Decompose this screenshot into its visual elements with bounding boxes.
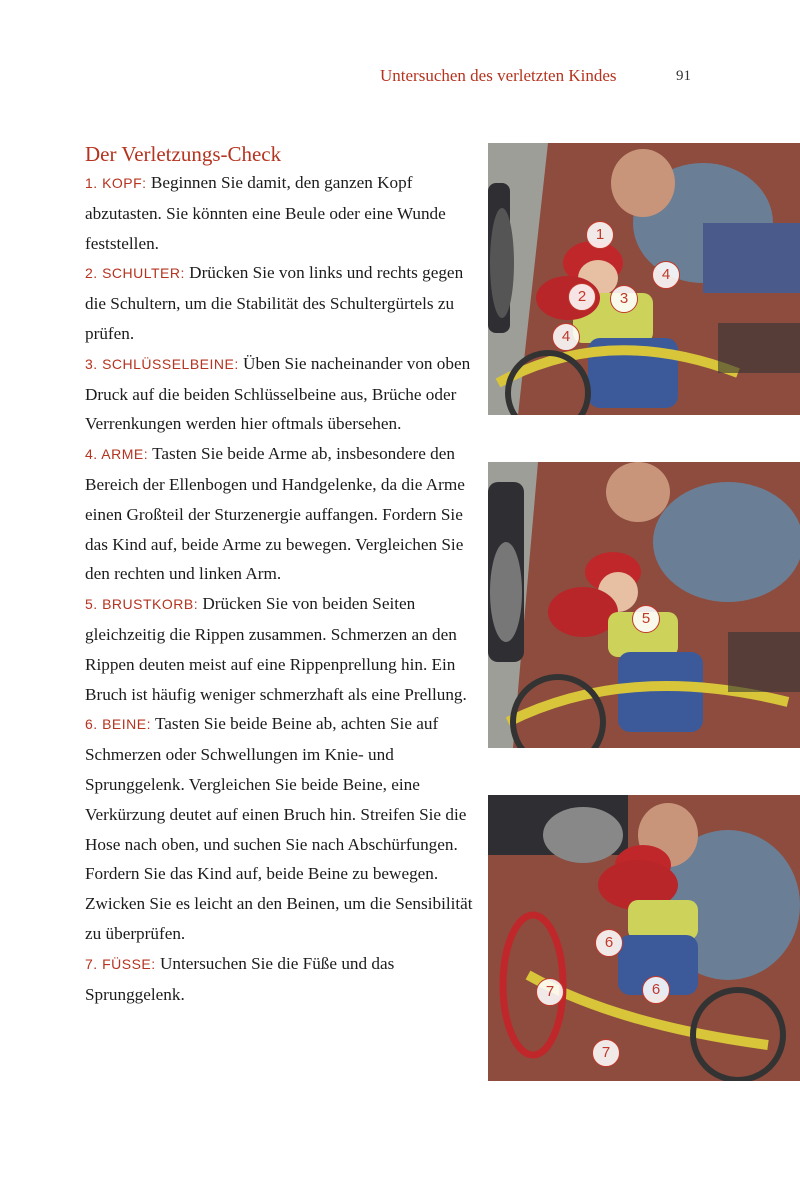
item-arms bbox=[85, 439, 477, 589]
item-keyword: 5. BRUSTKORB: bbox=[85, 596, 199, 613]
marker-2: 2 bbox=[568, 283, 596, 311]
item-text: Drücken Sie von beiden Seiten gleichzeitig die Rippen zusammen. Schmerzen an den Rippen deuten meist auf eine Rippenprellung hin. Ein Bruch ist häufig weniger schmerzhaft als eine Prellung. bbox=[85, 594, 467, 704]
marker-7-upper: 7 bbox=[536, 978, 564, 1006]
item-feet bbox=[85, 949, 477, 1010]
item-chest bbox=[85, 589, 477, 709]
running-header bbox=[380, 66, 700, 86]
body-text bbox=[85, 168, 477, 1009]
item-head bbox=[85, 168, 477, 258]
item-keyword: 2. SCHULTER: bbox=[85, 265, 185, 282]
photo-legs-check bbox=[488, 795, 800, 1081]
item-collarbones bbox=[85, 349, 477, 439]
photo-chest-check bbox=[488, 462, 800, 748]
section-title: Der Verletzungs-Check bbox=[85, 142, 282, 166]
item-keyword: 3. SCHLÜSSELBEINE: bbox=[85, 355, 239, 372]
item-text: Üben Sie nacheinander von oben Druck auf die beiden Schlüsselbeine aus, Brüche oder Verrenkungen werden hier oftmals übersehen. bbox=[85, 353, 471, 434]
photo-illustration bbox=[488, 795, 800, 1081]
marker-6-upper: 6 bbox=[595, 929, 623, 957]
item-text: Untersuchen Sie die Füße und das Sprunggelenk. bbox=[85, 953, 395, 1004]
item-shoulder bbox=[85, 258, 477, 348]
item-keyword: 7. FÜSSE: bbox=[85, 955, 156, 972]
item-keyword: 6. BEINE: bbox=[85, 716, 151, 733]
item-keyword: 4. ARME: bbox=[85, 446, 149, 463]
page-number: 91 bbox=[676, 68, 691, 84]
photo-illustration bbox=[488, 143, 800, 415]
marker-6-lower: 6 bbox=[642, 976, 670, 1004]
photo-head-check bbox=[488, 143, 800, 415]
item-keyword: 1. KOPF: bbox=[85, 175, 147, 191]
marker-4-right: 4 bbox=[652, 261, 680, 289]
marker-3: 3 bbox=[610, 285, 638, 313]
item-text: Tasten Sie beide Beine ab, achten Sie auf Schmerzen oder Schwellungen im Knie- und Sprunggelenk. Vergleichen Sie beide Beine, eine Verkürzung deutet auf einen Bruch hin. Streifen Sie die Hose nach oben, und suchen Sie nach Abschürfungen. Fordern Sie das Kind auf, beide Beine zu bewegen. Zwicken Sie es leicht an den Beinen, um die Sensibilität zu überprüfen. bbox=[85, 714, 473, 943]
marker-7-lower: 7 bbox=[592, 1039, 620, 1067]
item-text: Drücken Sie von links und rechts gegen die Schultern, um die Stabilität des Schultergürtels zu prüfen. bbox=[85, 263, 464, 343]
item-legs bbox=[85, 709, 477, 948]
marker-5: 5 bbox=[632, 605, 660, 633]
item-text: Tasten Sie beide Arme ab, insbesondere den Bereich der Ellenbogen und Handgelenke, da die Arme einen Großteil der Sturzenergie auffangen. Fordern Sie das Kind auf, beide Arme zu bewegen. Vergleichen Sie den rechten und linken Arm. bbox=[85, 444, 465, 584]
marker-1: 1 bbox=[586, 221, 614, 249]
marker-4-left: 4 bbox=[552, 323, 580, 351]
chapter-title: Untersuchen des verletzten Kindes bbox=[380, 66, 617, 85]
item-text: Beginnen Sie damit, den ganzen Kopf abzutasten. Sie könnten eine Beule oder eine Wunde feststellen. bbox=[85, 173, 446, 253]
